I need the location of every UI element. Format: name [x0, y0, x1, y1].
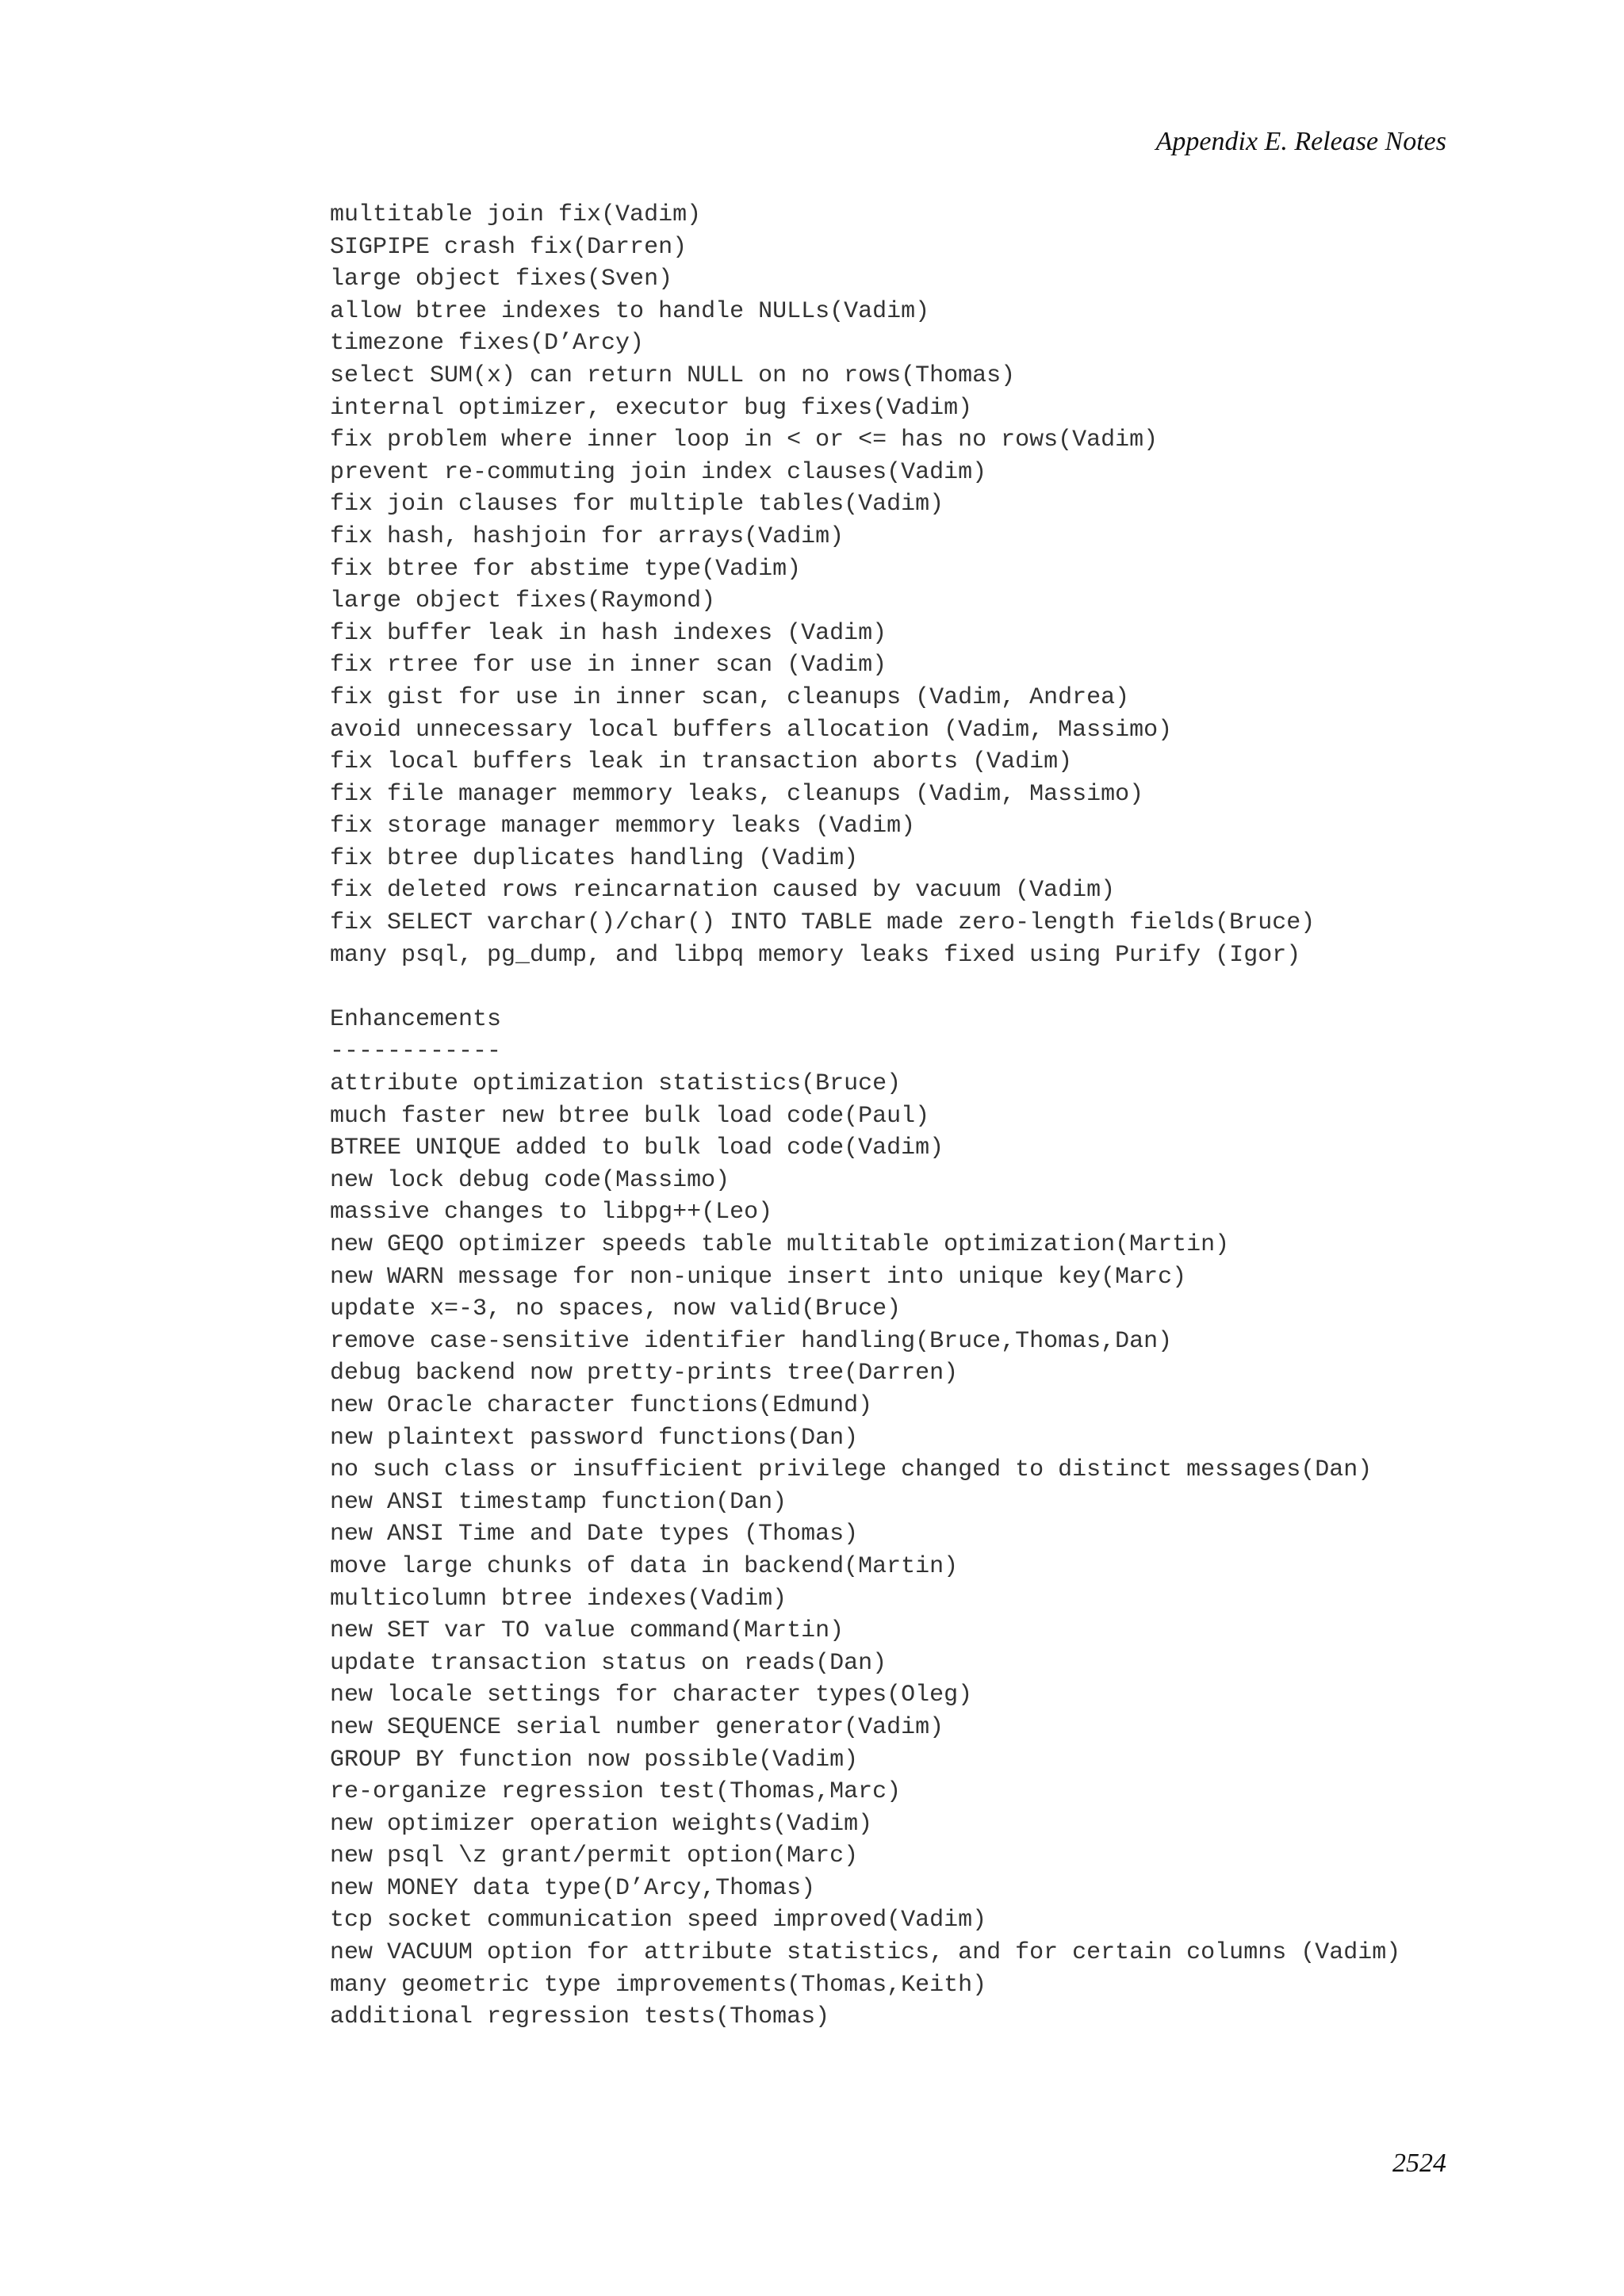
enhancement-item: GROUP BY function now possible(Vadim) — [330, 1746, 859, 1774]
enhancements-section — [330, 1004, 1472, 2034]
enhancement-item: BTREE UNIQUE added to bulk load code(Vadim) — [330, 1135, 944, 1162]
enhancement-item: multicolumn btree indexes(Vadim) — [330, 1585, 787, 1613]
enhancement-item: additional regression tests(Thomas) — [330, 2003, 830, 2031]
fix-item: many psql, pg_dump, and libpq memory leaks fixed using Purify (Igor) — [330, 941, 1301, 969]
enhancement-item: update transaction status on reads(Dan) — [330, 1649, 887, 1677]
fix-item: fix btree for abstime type(Vadim) — [330, 555, 802, 583]
enhancement-item: debug backend now pretty-prints tree(Darren) — [330, 1360, 959, 1387]
fix-item: fix buffer leak in hash indexes (Vadim) — [330, 619, 887, 647]
enhancement-item: new ANSI Time and Date types (Thomas) — [330, 1521, 859, 1548]
enhancement-item: no such class or insufficient privilege changed to distinct messages(Dan) — [330, 1456, 1373, 1484]
fix-item: select SUM(x) can return NULL on no rows(Thomas) — [330, 362, 1016, 389]
enhancement-item: attribute optimization statistics(Bruce) — [330, 1070, 902, 1098]
enhancement-item: new lock debug code(Massimo) — [330, 1166, 730, 1194]
fix-item: internal optimizer, executor bug fixes(Vadim) — [330, 394, 973, 422]
enhancement-item: many geometric type improvements(Thomas,Keith) — [330, 1971, 987, 1999]
enhancements-heading: Enhancements — [330, 1005, 502, 1033]
enhancement-item: new MONEY data type(D’Arcy,Thomas) — [330, 1874, 816, 1902]
page-number: 2524 — [1392, 2149, 1446, 2178]
enhancement-item: new psql \z grant/permit option(Marc) — [330, 1843, 859, 1870]
enhancement-item: new GEQO optimizer speeds table multitable optimization(Martin) — [330, 1231, 1230, 1258]
release-notes-listing — [330, 199, 1472, 2034]
enhancement-item: massive changes to libpg++(Leo) — [330, 1199, 773, 1226]
fix-item: timezone fixes(D’Arcy) — [330, 330, 645, 358]
fix-item: fix local buffers leak in transaction aborts (Vadim) — [330, 748, 1073, 776]
fix-item: allow btree indexes to handle NULLs(Vadim) — [330, 297, 930, 325]
enhancement-item: new SET var TO value command(Martin) — [330, 1617, 845, 1645]
enhancement-item: new SEQUENCE serial number generator(Vadim) — [330, 1713, 944, 1741]
fix-item: fix deleted rows reincarnation caused by vacuum (Vadim) — [330, 877, 1116, 905]
enhancement-item: re-organize regression test(Thomas,Marc) — [330, 1778, 902, 1806]
enhancement-item: new WARN message for non-unique insert into unique key(Marc) — [330, 1263, 1187, 1291]
fix-item: prevent re-commuting join index clauses(Vadim) — [330, 458, 987, 486]
blank-line — [330, 971, 1472, 1004]
fix-item: avoid unnecessary local buffers allocation (Vadim, Massimo) — [330, 716, 1173, 744]
fix-item: fix gist for use in inner scan, cleanups (Vadim, Andrea) — [330, 683, 1130, 711]
fix-item: fix file manager memmory leaks, cleanups (Vadim, Massimo) — [330, 780, 1144, 808]
enhancement-item: new optimizer operation weights(Vadim) — [330, 1810, 873, 1838]
fix-item: fix storage manager memmory leaks (Vadim) — [330, 813, 916, 840]
fix-item: fix SELECT varchar()/char() INTO TABLE made zero-length fields(Bruce) — [330, 909, 1316, 937]
running-header: Appendix E. Release Notes — [1155, 127, 1446, 156]
enhancements-underline: ------------ — [330, 1038, 502, 1066]
fix-item: fix rtree for use in inner scan (Vadim) — [330, 652, 887, 679]
fix-item: fix join clauses for multiple tables(Vadim) — [330, 491, 944, 519]
fix-item: large object fixes(Raymond) — [330, 587, 716, 615]
fix-item: large object fixes(Sven) — [330, 266, 673, 293]
fix-item: fix btree duplicates handling (Vadim) — [330, 844, 859, 872]
enhancement-item: new Oracle character functions(Edmund) — [330, 1391, 873, 1419]
enhancement-item: new locale settings for character types(Oleg) — [330, 1682, 973, 1709]
enhancement-item: new ANSI timestamp function(Dan) — [330, 1488, 787, 1516]
enhancement-item: new plaintext password functions(Dan) — [330, 1424, 859, 1452]
enhancement-item: move large chunks of data in backend(Martin) — [330, 1552, 959, 1580]
enhancement-item: update x=-3, no spaces, now valid(Bruce) — [330, 1295, 902, 1323]
fix-item: fix problem where inner loop in < or <= has no rows(Vadim) — [330, 427, 1159, 454]
enhancement-item: tcp socket communication speed improved(Vadim) — [330, 1907, 987, 1934]
fixes-list — [330, 199, 1472, 971]
enhancement-item: new VACUUM option for attribute statistics, and for certain columns (Vadim) — [330, 1939, 1401, 1967]
enhancement-item: remove case-sensitive identifier handling(Bruce,Thomas,Dan) — [330, 1327, 1173, 1355]
fix-item: multitable join fix(Vadim) — [330, 201, 702, 228]
enhancement-item: much faster new btree bulk load code(Paul) — [330, 1102, 930, 1130]
fix-item: SIGPIPE crash fix(Darren) — [330, 233, 688, 261]
fix-item: fix hash, hashjoin for arrays(Vadim) — [330, 522, 845, 550]
